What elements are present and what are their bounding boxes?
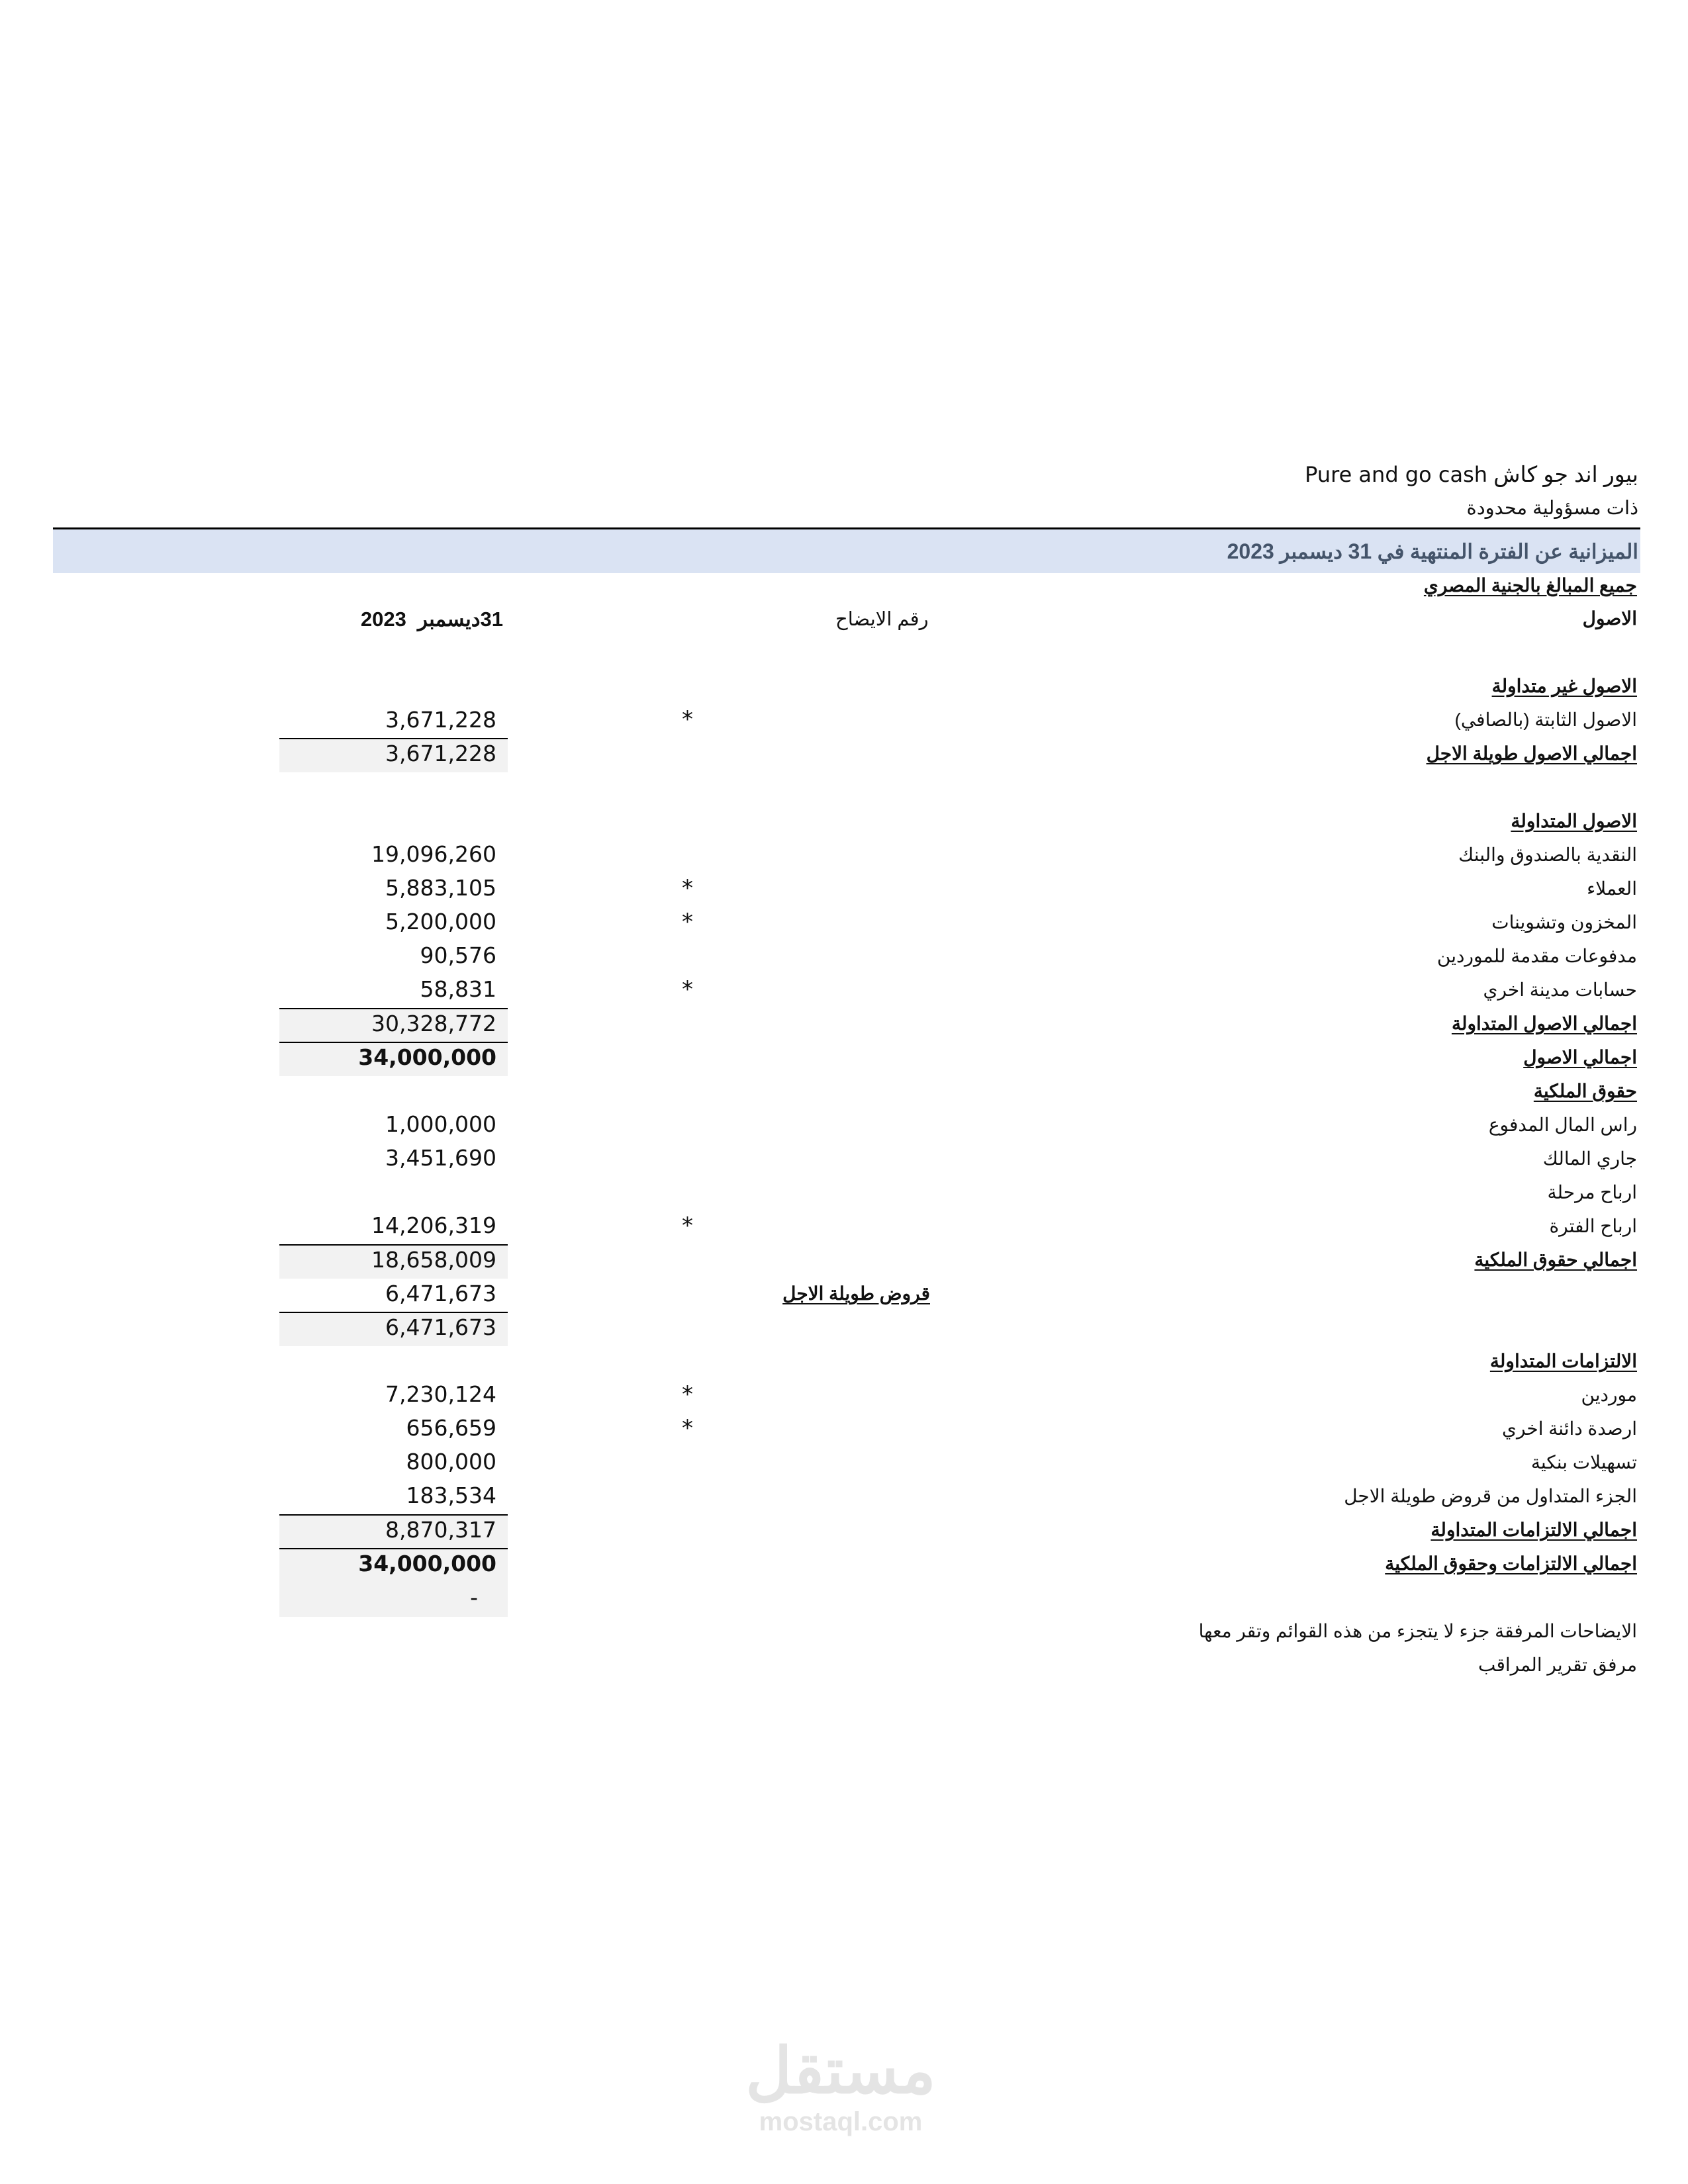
company-name-arabic: بيور اند جو كاش <box>1493 462 1638 486</box>
owner-current-label: جاري المالك <box>1542 1148 1637 1169</box>
total-long-term-assets-amount: 3,671,228 <box>385 741 496 766</box>
total-liabilities-equity-amount: 34,000,000 <box>358 1551 496 1576</box>
non-current-assets-heading: الاصول غير متداولة <box>1491 676 1637 696</box>
other-credit-label: ارصدة دائنة اخري <box>1502 1418 1637 1439</box>
prepaid-suppliers-amount: 90,576 <box>420 942 496 968</box>
other-debit-note: * <box>682 976 693 1003</box>
cash-amount: 19,096,260 <box>371 841 496 867</box>
total-current-liabilities-amount: 8,870,317 <box>385 1517 496 1543</box>
prepaid-suppliers-label: مدفوعات مقدمة للموردين <box>1436 946 1637 966</box>
current-assets-heading: الاصول المتداولة <box>1511 811 1637 831</box>
bank-facilities-amount: 800,000 <box>406 1449 496 1475</box>
statement-title <box>1227 539 1638 564</box>
total-equity-label: اجمالي حقوق الملكية <box>1474 1250 1637 1270</box>
date-column-header <box>361 608 503 631</box>
other-credit-amount: 656,659 <box>406 1415 496 1441</box>
company-name-english: Pure and go cash <box>1305 462 1488 487</box>
total-current-assets-amount: 30,328,772 <box>371 1011 496 1036</box>
period-profit-label: ارباح الفترة <box>1549 1216 1637 1236</box>
customers-note: * <box>682 875 693 901</box>
other-debit-amount: 58,831 <box>420 976 496 1002</box>
current-liabilities-heading: الالتزامات المتداولة <box>1489 1351 1637 1371</box>
legal-form: ذات مسؤولية محدودة <box>1466 498 1638 519</box>
paid-capital-label: راس المال المدفوع <box>1488 1115 1637 1135</box>
date-column-day: 31 <box>480 608 503 631</box>
total-long-term-assets-label: اجمالي الاصول طويلة الاجل <box>1426 743 1637 764</box>
total-liabilities-equity-label: اجمالي الالتزامات وحقوق الملكية <box>1385 1553 1637 1574</box>
inventory-amount: 5,200,000 <box>385 909 496 934</box>
inventory-note: * <box>682 909 693 935</box>
inventory-label: المخزون وتشوينات <box>1491 912 1637 933</box>
company-name <box>1305 461 1638 487</box>
current-portion-amount: 183,534 <box>406 1482 496 1508</box>
date-column-month: ديسمبر <box>418 608 481 631</box>
date-column-year: 2023 <box>360 608 406 631</box>
long-term-loans-amount: 6,471,673 <box>385 1281 496 1306</box>
total-assets-amount: 34,000,000 <box>358 1044 496 1070</box>
title-month: ديسمبر <box>1280 540 1342 563</box>
cash-label: النقدية بالصندوق والبنك <box>1458 844 1637 865</box>
period-profit-amount: 14,206,319 <box>371 1212 496 1238</box>
long-term-loans-label: قروض طويلة الاجل <box>782 1283 930 1304</box>
period-profit-note: * <box>682 1212 693 1239</box>
suppliers-label: موردين <box>1581 1385 1637 1405</box>
fixed-assets-amount: 3,671,228 <box>385 707 496 733</box>
title-year: 2023 <box>1227 539 1274 563</box>
suppliers-note: * <box>682 1381 693 1408</box>
owner-current-amount: 3,451,690 <box>385 1145 496 1171</box>
assets-heading: الاصول <box>1582 608 1637 629</box>
other-credit-note: * <box>682 1415 693 1441</box>
total-current-liabilities-label: اجمالي الالتزامات المتداولة <box>1430 1520 1637 1540</box>
total-current-assets-label: اجمالي الاصول المتداولة <box>1451 1013 1637 1034</box>
customers-amount: 5,883,105 <box>385 875 496 901</box>
total-assets-label: اجمالي الاصول <box>1523 1047 1637 1068</box>
title-text: الميزانية عن الفترة المنتهية في <box>1377 540 1638 563</box>
footer-note-attachments: الايضاحات المرفقة جزء لا يتجزء من هذه القوائم وتقر معها <box>1198 1621 1637 1641</box>
watermark-latin: mostaql.com <box>759 2107 923 2136</box>
retained-earnings-label: ارباح مرحلة <box>1547 1182 1637 1203</box>
equity-heading: حقوق الملكية <box>1533 1081 1637 1101</box>
paid-capital-amount: 1,000,000 <box>385 1111 496 1137</box>
difference-amount: - <box>470 1584 478 1610</box>
long-term-loans-total-amount: 6,471,673 <box>385 1314 496 1340</box>
currency-note: جميع المبالغ بالجنية المصري <box>1423 575 1637 596</box>
title-day: 31 <box>1348 539 1372 563</box>
fixed-assets-note: * <box>682 706 693 733</box>
total-equity-amount: 18,658,009 <box>371 1247 496 1273</box>
note-column-header: رقم الايضاح <box>835 609 929 630</box>
current-portion-label: الجزء المتداول من قروض طويلة الاجل <box>1344 1486 1637 1506</box>
watermark-arabic: مستقل <box>745 2036 936 2107</box>
bank-facilities-label: تسهيلات بنكية <box>1530 1452 1637 1473</box>
suppliers-amount: 7,230,124 <box>385 1381 496 1407</box>
fixed-assets-label: الاصول الثابتة (بالصافي) <box>1454 709 1637 730</box>
watermark-logo <box>741 2038 940 2137</box>
footer-note-auditor: مرفق تقرير المراقب <box>1478 1655 1637 1675</box>
customers-label: العملاء <box>1587 878 1637 899</box>
other-debit-label: حسابات مدينة اخري <box>1483 979 1637 1000</box>
